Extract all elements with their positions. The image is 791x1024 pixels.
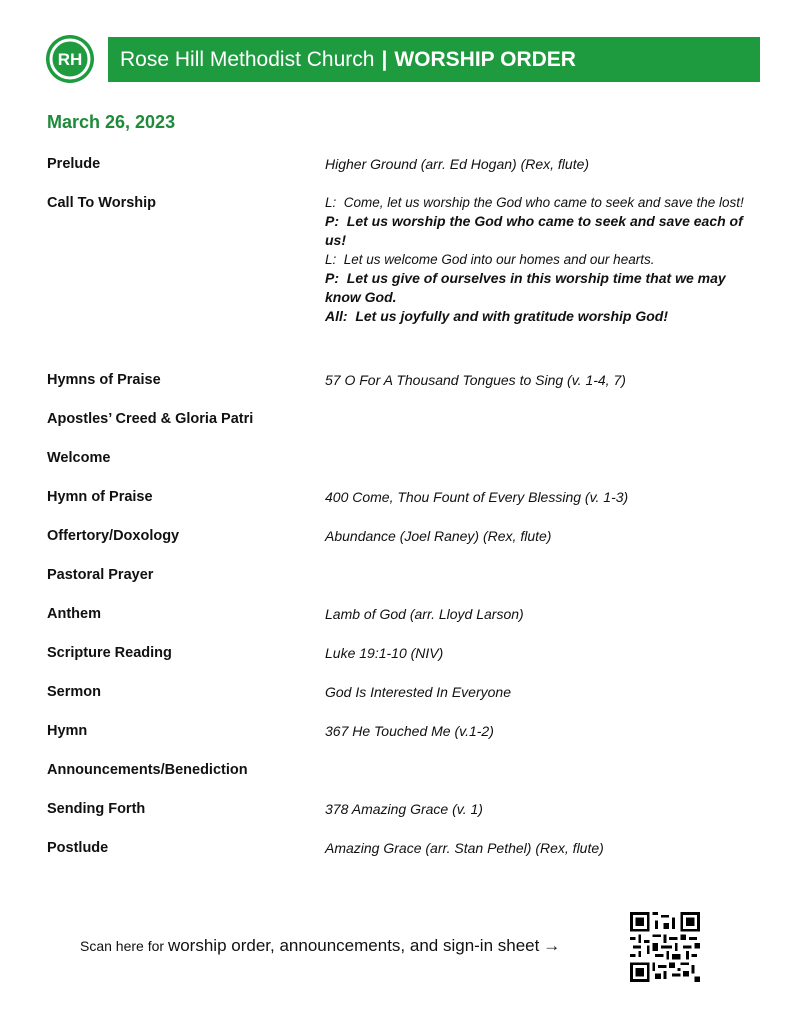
- litany-line: P: Let us give of ourselves in this worship time that we may know God.: [325, 270, 726, 305]
- header-banner: [108, 37, 760, 82]
- order-item-detail: Abundance (Joel Raney) (Rex, flute): [325, 528, 552, 544]
- order-item-label: Scripture Reading: [47, 645, 172, 661]
- order-item-label: Sermon: [47, 684, 101, 700]
- footer-scan-note: [80, 936, 560, 956]
- order-item-detail: Luke 19:1-10 (NIV): [325, 645, 444, 661]
- title-separator: |: [381, 47, 388, 71]
- order-item-detail: 57 O For A Thousand Tongues to Sing (v. 1-4, 7): [325, 372, 626, 388]
- order-item-label: Sending Forth: [47, 801, 146, 817]
- arrow-right-icon: →: [543, 936, 561, 955]
- order-item-label: Announcements/Benediction: [47, 762, 248, 778]
- order-item-label: Anthem: [47, 606, 101, 622]
- order-item-label: Hymns of Praise: [47, 372, 161, 388]
- church-logo: [45, 34, 95, 84]
- order-item-label: Welcome: [47, 450, 111, 466]
- service-date: March 26, 2023: [47, 112, 176, 132]
- order-item-detail: 367 He Touched Me (v.1-2): [325, 723, 494, 739]
- order-item-label: Hymn of Praise: [47, 489, 153, 505]
- order-item-label: Offertory/Doxology: [47, 528, 180, 544]
- order-item-label: Prelude: [47, 156, 101, 172]
- order-item-detail: Amazing Grace (arr. Stan Pethel) (Rex, flute): [325, 840, 604, 856]
- order-item-detail: Higher Ground (arr. Ed Hogan) (Rex, flute): [325, 156, 590, 172]
- litany-line: L: Come, let us worship the God who came to seek and save the lost!: [325, 195, 744, 210]
- order-item-detail: 378 Amazing Grace (v. 1): [325, 801, 483, 817]
- order-item-label: Call To Worship: [47, 195, 157, 211]
- footer-lead: Scan here for: [80, 938, 165, 954]
- order-item-label: Postlude: [47, 840, 109, 856]
- org-name: Rose Hill Methodist Church: [120, 47, 375, 71]
- document-title: WORSHIP ORDER: [394, 47, 576, 71]
- litany-line: L: Let us welcome God into our homes and our hearts.: [325, 252, 655, 267]
- order-item-label: Apostles’ Creed & Gloria Patri: [47, 411, 254, 427]
- order-item-label: Pastoral Prayer: [47, 567, 154, 583]
- qr-code-icon[interactable]: [630, 912, 700, 982]
- order-item-detail: 400 Come, Thou Fount of Every Blessing (v. 1-3): [325, 489, 629, 505]
- order-item-label: Hymn: [47, 723, 88, 739]
- order-item-detail: Lamb of God (arr. Lloyd Larson): [325, 606, 524, 622]
- order-item-detail: God Is Interested In Everyone: [325, 684, 511, 700]
- call-to-worship-litany: [325, 193, 745, 326]
- litany-line: All: Let us joyfully and with gratitude worship God!: [325, 308, 669, 324]
- logo-initials: RH: [57, 50, 83, 69]
- litany-line: P: Let us worship the God who came to seek and save each of us!: [325, 213, 743, 248]
- footer-text: worship order, announcements, and sign-in sheet: [167, 936, 540, 955]
